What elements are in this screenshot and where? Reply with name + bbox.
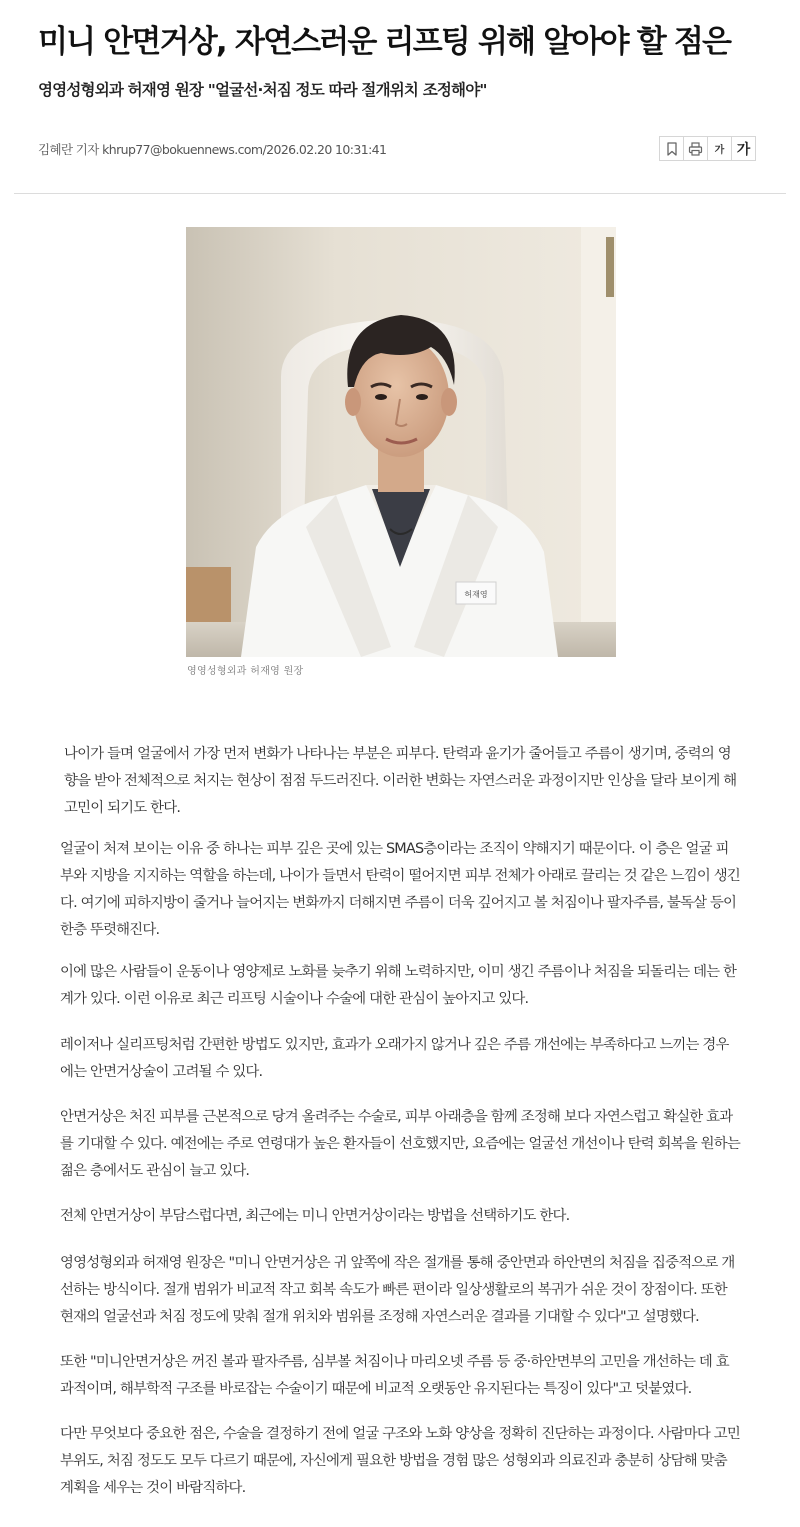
article-byline bbox=[38, 141, 386, 159]
publish-datetime: 2026.02.20 10:31:41 bbox=[266, 142, 387, 157]
author-name: 김혜란 기자 bbox=[38, 142, 99, 157]
bookmark-button[interactable] bbox=[659, 136, 684, 161]
article-subheadline: 영영성형외과 허재영 원장 "얼굴선·처짐 정도 따라 절개위치 조정해야" bbox=[38, 81, 487, 99]
bookmark-icon bbox=[666, 142, 678, 156]
gown-name-tag: 허재영 bbox=[464, 590, 488, 599]
article-paragraph: 영영성형외과 허재영 원장은 "미니 안면거상은 귀 앞쪽에 작은 절개를 통해 중안면과 하안면의 처짐을 집중적으로 개선하는 방식이다. 절개 범위가 비교적 작고 회복 속도가 빠른 편이라 일상생활로의 복귀가 쉬운 것이 장점이다. 또한 현재의 얼굴선과 처짐 정도에 맞춰 절개 위치와 범위를 조정해 자연스러운 결과를 기대할 수 있다"고 설명했다. bbox=[60, 1255, 735, 1325]
author-email[interactable]: khrup77@bokuennews.com bbox=[102, 142, 263, 157]
print-icon bbox=[688, 142, 703, 156]
doctor-portrait-photo bbox=[186, 227, 616, 657]
byline-separator: / bbox=[262, 142, 267, 157]
article-paragraph: 안면거상은 처진 피부를 근본적으로 당겨 올려주는 수술로, 피부 아래층을 함께 조정해 보다 자연스럽고 확실한 효과를 기대할 수 있다. 예전에는 주로 연령대가 높은 환자들이 선호했지만, 요즘에는 얼굴선 개선이나 탄력 회복을 원하는 젊은 층에서도 관심이 늘고 있다. bbox=[60, 1109, 740, 1179]
article-paragraph: 얼굴이 처져 보이는 이유 중 하나는 피부 깊은 곳에 있는 SMAS층이라는 조직이 약해지기 때문이다. 이 층은 얼굴 피부와 지방을 지지하는 역할을 하는데, 나이가 들면서 탄력이 떨어지면 피부 전체가 아래로 끌리는 것 같은 느낌이 생긴다. 여기에 피하지방이 줄거나 늘어지는 변화까지 더해지면 주름이 더욱 깊어지고 볼 처짐이나 팔자주름, 불독살 등이 한층 뚜렷해진다. bbox=[60, 841, 740, 938]
article-paragraph: 또한 "미니안면거상은 꺼진 볼과 팔자주름, 심부볼 처짐이나 마리오넷 주름 등 중·하안면부의 고민을 개선하는 데 효과적이며, 해부학적 구조를 바로잡는 수술이기 때문에 비교적 오랫동안 유지된다는 특징이 있다"고 덧붙였다. bbox=[60, 1354, 729, 1397]
font-decrease-button[interactable]: 가 bbox=[707, 136, 732, 161]
article-paragraph: 레이저나 실리프팅처럼 간편한 방법도 있지만, 효과가 오래가지 않거나 깊은 주름 개선에는 부족하다고 느끼는 경우에는 안면거상술이 고려될 수 있다. bbox=[60, 1037, 729, 1080]
article-paragraph: 전체 안면거상이 부담스럽다면, 최근에는 미니 안면거상이라는 방법을 선택하기도 한다. bbox=[60, 1208, 570, 1224]
photo-caption: 영영성형외과 허재영 원장 bbox=[187, 666, 304, 677]
article-paragraph: 나이가 들며 얼굴에서 가장 먼저 변화가 나타나는 부분은 피부다. 탄력과 윤기가 줄어들고 주름이 생기며, 중력의 영향을 받아 전체적으로 처지는 현상이 점점 두드러진다. 이러한 변화는 자연스러운 과정이지만 인상을 달라 보이게 해 고민이 되기도 한다. bbox=[64, 746, 737, 816]
header-divider bbox=[14, 193, 786, 194]
print-button[interactable] bbox=[683, 136, 708, 161]
article-tools bbox=[660, 136, 756, 161]
article-paragraph: 다만 무엇보다 중요한 점은, 수술을 결정하기 전에 얼굴 구조와 노화 양상을 정확히 진단하는 과정이다. 사람마다 고민 부위도, 처짐 정도도 모두 다르기 때문에, 자신에게 필요한 방법을 경험 많은 성형외과 의료진과 충분히 상담해 맞춤 계획을 세우는 것이 바람직하다. bbox=[60, 1426, 740, 1496]
font-increase-button[interactable]: 가 bbox=[731, 136, 756, 161]
article-headline: 미니 안면거상, 자연스러운 리프팅 위해 알아야 할 점은 bbox=[38, 24, 731, 60]
article-paragraph: 이에 많은 사람들이 운동이나 영양제로 노화를 늦추기 위해 노력하지만, 이미 생긴 주름이나 처짐을 되돌리는 데는 한계가 있다. 이런 이유로 최근 리프팅 시술이나 수술에 대한 관심이 높아지고 있다. bbox=[60, 964, 737, 1007]
